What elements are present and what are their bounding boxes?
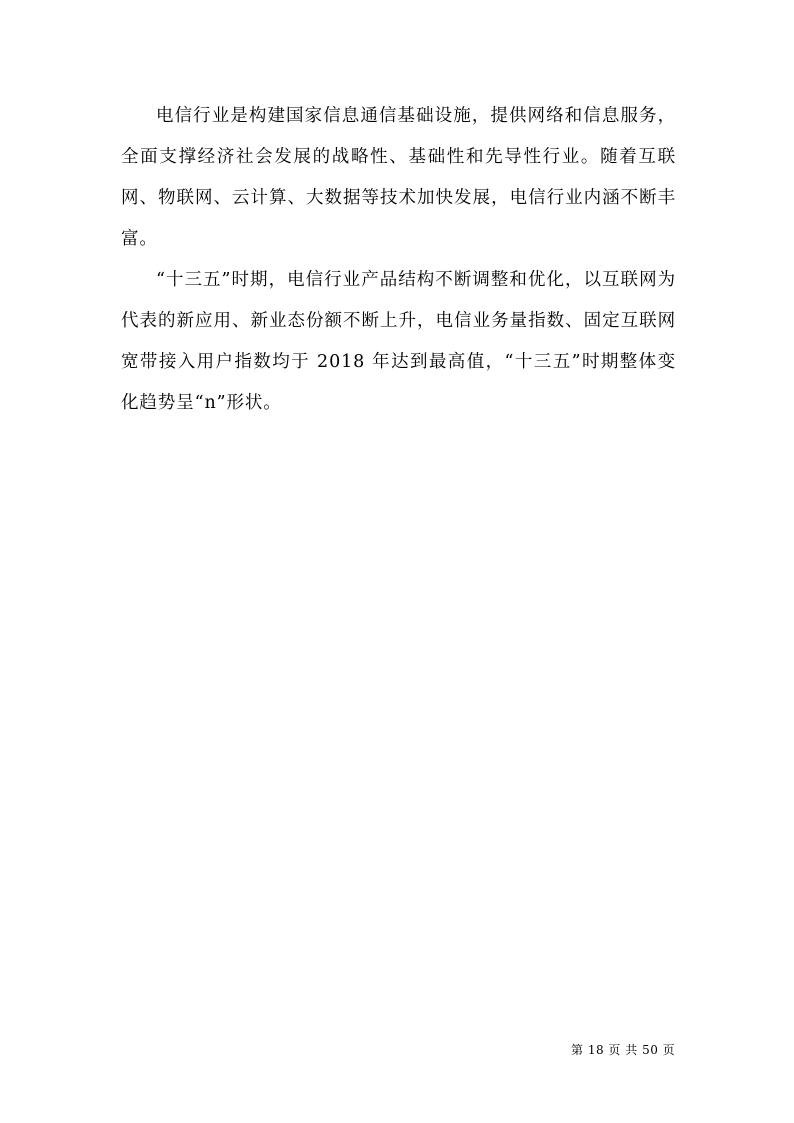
total-pages: 50 xyxy=(642,1043,659,1057)
footer-suffix: 页 xyxy=(658,1043,676,1057)
body-text xyxy=(121,96,676,424)
paragraph-2: “十三五”时期，电信行业产品结构不断调整和优化，以互联网为代表的新应用、新业态份额不断上升，电信业务量指数、固定互联网宽带接入用户指数均于 2018 年达到最高值，“十三五”时期整体变化趋势呈“n”形状。 xyxy=(121,270,676,413)
paragraph-1: 电信行业是构建国家信息通信基础设施，提供网络和信息服务，全面支撑经济社会发展的战略性、基础性和先导性行业。随着互联网、物联网、云计算、大数据等技术加快发展，电信行业内涵不断丰富。 xyxy=(121,106,676,249)
footer-prefix: 第 xyxy=(571,1043,588,1057)
page-number: 18 xyxy=(587,1043,605,1057)
footer-middle: 页 共 xyxy=(604,1043,643,1057)
page-footer xyxy=(571,1042,675,1058)
